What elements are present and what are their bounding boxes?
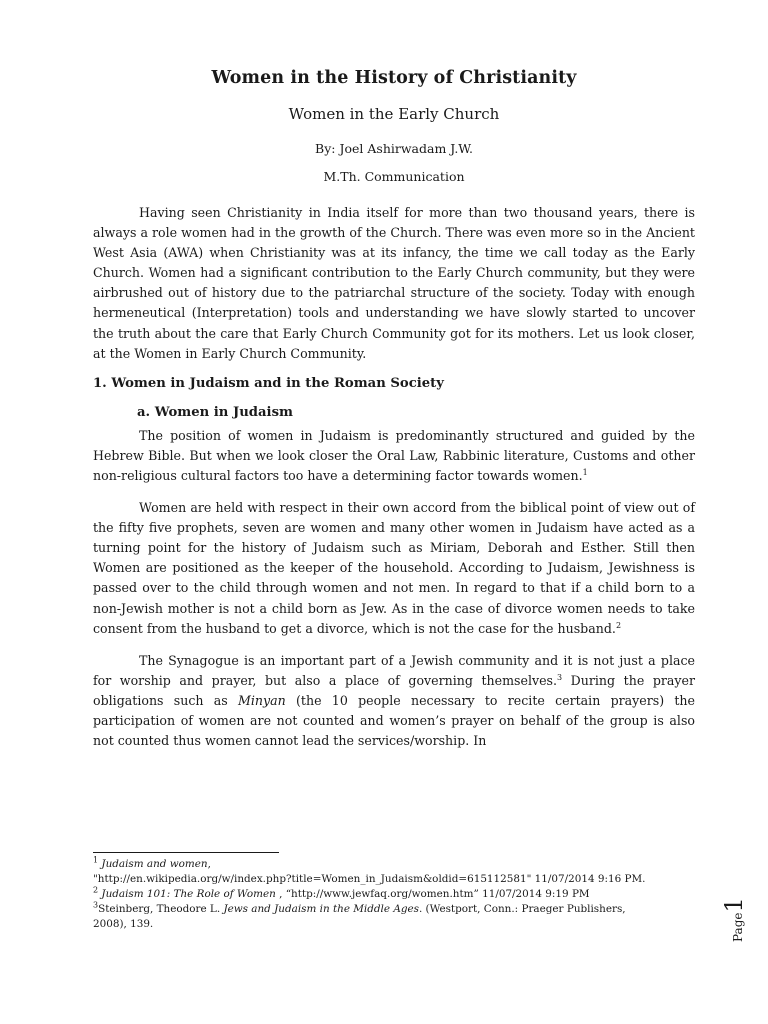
body-paragraph (93, 651, 695, 751)
intro-paragraph: Having seen Christianity in India itself for more than two thousand years, there is always a role women had in the growth of the Church. There was even more so in the Ancient West Asia (AWA) when Christianity was at its infancy, the time we call today as the Early Church. Women had a significant contribution to the Early Church community, but they were airbrushed out of history due to the patriarchal structure of the society. Today with enough hermeneutical (Interpretation) tools and understanding we have slowly started to uncover the truth about the care that Early Church Community got for its mothers. Let us look closer, at the Women in Early Church Community. (93, 205, 695, 361)
footnote-title: Jews and Judaism in the Middle Ages (223, 903, 419, 915)
footnote-ref[interactable]: 2 (615, 620, 622, 630)
footnote-link[interactable]: , “http://www.jewfaq.org/women.htm” 11/07/2014 9:19 PM (275, 888, 590, 900)
paragraph-text: (the 10 people necessary to recite certain prayers) the participation of women are not counted and women’s prayer on behalf of the group is also not counted thus women cannot lead the services/worship. In (93, 692, 695, 749)
footnote-item (93, 902, 653, 932)
document-subtitle: Women in the Early Church (288, 105, 500, 123)
page-label: Page (731, 912, 745, 942)
footnote-title: Judaism 101: The Role of Women (101, 888, 276, 900)
footnote-divider (93, 852, 279, 853)
page-number (714, 898, 754, 946)
footnote-ref[interactable]: 1 (582, 467, 588, 477)
body-paragraph (93, 426, 695, 486)
author-degree: M.Th. Communication (323, 169, 465, 184)
paragraph-text: During the prayer obligations such as (93, 672, 695, 708)
footnote-link[interactable]: "http://en.wikipedia.org/w/index.php?title=Women_in_Judaism&oldid=615112581" 11/07/2014 9:16 PM. (93, 873, 646, 885)
footnote-item (93, 887, 653, 902)
document-page (93, 68, 695, 763)
footnote-number: 2 (93, 885, 99, 895)
footnote-ref[interactable]: 3 (557, 672, 563, 682)
document-title: Women in the History of Christianity (211, 68, 577, 88)
footnote-title: Judaism and women (101, 858, 208, 870)
paragraph-text: Women are held with respect in their own accord from the biblical point of view out of the fifty five prophets, seven are women and many other women in Judaism have acted as a turning point for the history of Judaism such as Miriam, Deborah and Esther. Still then Women are positioned as the keeper of the household. According to Judaism, Jewishness is passed over to the child through women and not men. In regard to that if a child born to a non-Jewish mother is not a child born as Jew. As in the case of divorce women needs to take consent from the husband to get a divorce, which is not the case for the husband. (93, 500, 695, 636)
body-paragraph (93, 498, 695, 639)
footnote-item (93, 857, 653, 887)
subsection-heading: a. Women in Judaism (137, 404, 293, 420)
paragraph-text: The Synagogue is an important part of a Jewish community and it is not just a place for worship and prayer, but also a place of governing themselves. (93, 652, 695, 688)
footnote-number: 3 (93, 900, 99, 910)
page-number-value: 1 (720, 897, 748, 913)
section-heading: 1. Women in Judaism and in the Roman Society (93, 375, 444, 391)
paragraph-text: The position of women in Judaism is predominantly structured and guided by the Hebrew Bible. But when we look closer the Oral Law, Rabbinic literature, Customs and other non-religious cultural factors too have a determining factor towards women. (93, 427, 695, 483)
footnotes (93, 857, 653, 932)
footnote-text: , (207, 858, 211, 870)
footnote-text: . (Westport, Conn.: Praeger Publishers, 2008), 139. (93, 903, 626, 930)
footnote-text: Steinberg, Theodore L. (98, 903, 224, 915)
footnote-number: 1 (93, 855, 99, 865)
term-italic: Minyan (237, 692, 286, 708)
author-byline: By: Joel Ashirwadam J.W. (315, 141, 473, 156)
